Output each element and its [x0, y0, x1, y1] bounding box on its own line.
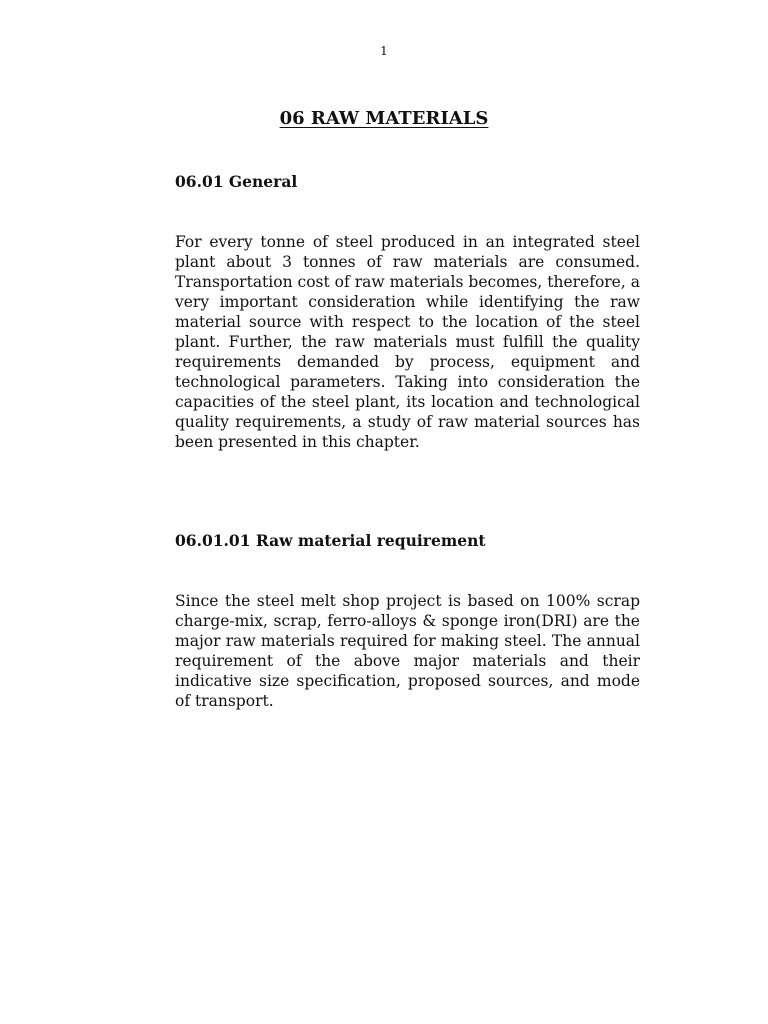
paragraph-general: For every tonne of steel produced in an integrated steel plant about 3 tonnes of raw materials are consumed. Transportation cost of raw materials becomes, therefore, a very important consideration while identifying the raw material source with respect to the location of the steel plant. Further, the raw materials must fulfill the quality requirements demanded by process, equipment and technological parameters. Taking into consideration the capacities of the steel plant, its location and technological quality requirements, a study of raw material sources has been presented in this chapter. — [175, 233, 640, 451]
section-heading-raw-material-requirement: 06.01.01 Raw material requirement — [175, 531, 486, 550]
page-number: 1 — [380, 44, 388, 58]
chapter-title: 06 RAW MATERIALS — [279, 108, 489, 129]
section-heading-general: 06.01 General — [175, 172, 298, 191]
paragraph-raw-material-requirement: Since the steel melt shop project is based on 100% scrap charge-mix, scrap, ferro-alloys & sponge iron(DRI) are the major raw materials required for making steel. The annual requirement of the above major materials and their indicative size specification, proposed sources, and mode of transport. — [175, 592, 640, 710]
